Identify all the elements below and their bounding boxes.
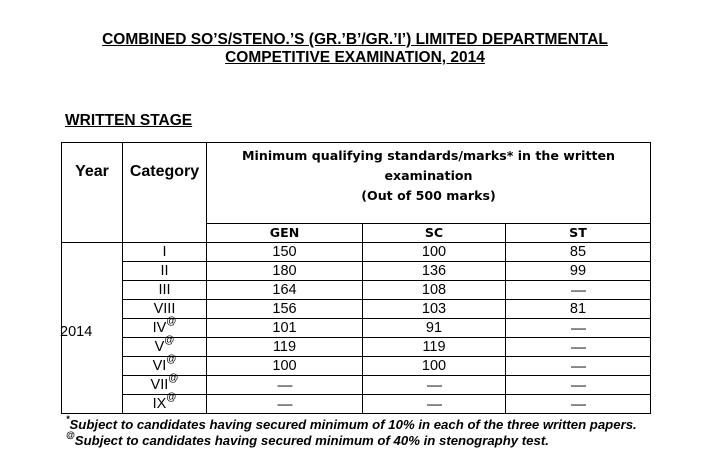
gen-cell: 119 — [207, 338, 363, 357]
sc-cell: 136 — [363, 262, 506, 281]
category-cell: II — [123, 262, 207, 281]
st-cell: 81 — [506, 300, 651, 319]
gen-cell: 150 — [207, 243, 363, 262]
category-cell: VII@ — [123, 376, 207, 395]
header-minimum-standards: Minimum qualifying standards/marks* in the written examination (Out of 500 marks) — [207, 143, 651, 224]
sc-cell: 103 — [363, 300, 506, 319]
header-category: Category — [123, 143, 207, 243]
category-cell: III — [123, 281, 207, 300]
section-heading: WRITTEN STAGE — [65, 112, 193, 129]
sc-cell: 119 — [363, 338, 506, 357]
table-row — [62, 281, 651, 300]
st-cell: 99 — [506, 262, 651, 281]
sc-cell: 100 — [363, 243, 506, 262]
gen-cell: 100 — [207, 357, 363, 376]
qualifying-marks-table — [61, 142, 651, 414]
table-row — [62, 338, 651, 357]
category-cell: VIII — [123, 300, 207, 319]
document-title — [0, 31, 710, 67]
title-line-2: COMPETITIVE EXAMINATION, 2014 — [225, 49, 485, 66]
footnote-1: *Subject to candidates having secured minimum of 10% in each of the three written papers. — [66, 413, 637, 432]
gen-cell: 180 — [207, 262, 363, 281]
sc-cell: ----- — [363, 395, 506, 414]
category-cell: V@ — [123, 338, 207, 357]
table-row — [62, 262, 651, 281]
gen-cell: 164 — [207, 281, 363, 300]
title-line-1: COMBINED SO’S/STENO.’S (GR.’B’/GR.’I’) LIMITED DEPARTMENTAL — [102, 31, 608, 48]
st-cell: ----- — [506, 376, 651, 395]
table-row — [62, 357, 651, 376]
header-sc: SC — [363, 223, 506, 242]
header-gen: GEN — [207, 223, 363, 242]
category-cell: IV@ — [123, 319, 207, 338]
gen-cell: 156 — [207, 300, 363, 319]
table-row — [62, 319, 651, 338]
category-cell: VI@ — [123, 357, 207, 376]
footnote-2: @Subject to candidates having secured minimum of 40% in stenography test. — [66, 429, 549, 448]
sc-cell: 100 — [363, 357, 506, 376]
header-year: Year — [62, 143, 123, 243]
header-st: ST — [506, 223, 651, 242]
category-cell: I — [123, 243, 207, 262]
header-row — [62, 143, 651, 224]
gen-cell: 101 — [207, 319, 363, 338]
sc-cell: ----- — [363, 376, 506, 395]
st-cell: ----- — [506, 338, 651, 357]
table-row — [62, 395, 651, 414]
footnotes — [66, 413, 637, 449]
category-cell: IX@ — [123, 395, 207, 414]
year-cell: 2014 — [62, 243, 123, 414]
st-cell: ----- — [506, 357, 651, 376]
sc-cell: 91 — [363, 319, 506, 338]
sc-cell: 108 — [363, 281, 506, 300]
gen-cell: ----- — [207, 395, 363, 414]
st-cell: ----- — [506, 319, 651, 338]
st-cell: ----- — [506, 281, 651, 300]
gen-cell: ----- — [207, 376, 363, 395]
table-row — [62, 243, 651, 262]
table-row — [62, 300, 651, 319]
st-cell: 85 — [506, 243, 651, 262]
st-cell: ----- — [506, 395, 651, 414]
table-row — [62, 376, 651, 395]
